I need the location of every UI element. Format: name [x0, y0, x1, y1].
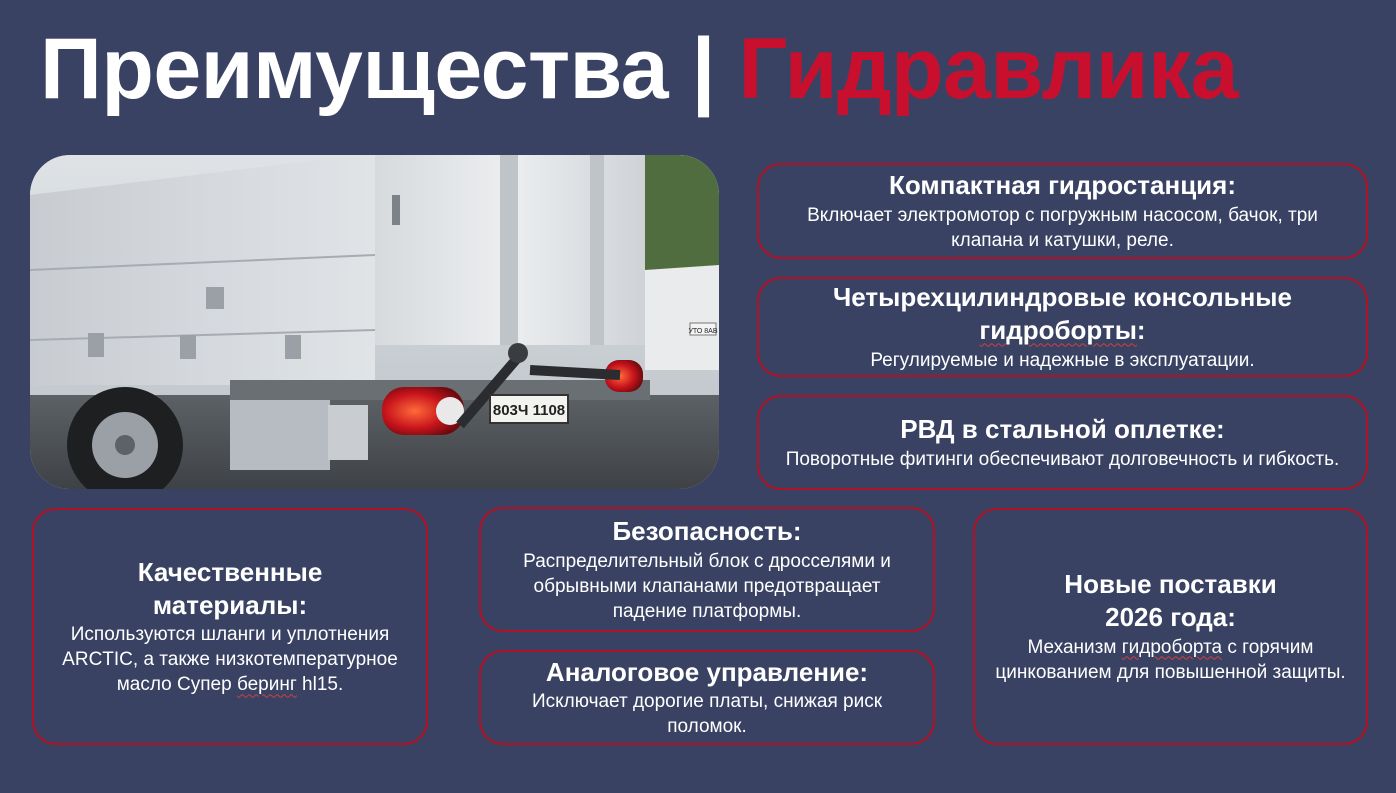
text-part-underlined: беринг: [236, 674, 297, 696]
text-part: с горячим цинкованием для повышенной защиты.: [995, 636, 1346, 683]
card-safety: [479, 507, 935, 632]
truck-tail-lift-photo: [30, 155, 719, 489]
card-new-text: [993, 635, 1348, 685]
card-rvd: [757, 395, 1368, 490]
car-plate: УТО 8АВ: [688, 328, 718, 335]
card-compact-heading: Компактная гидростанция:: [888, 170, 1236, 201]
card-new-heading: Новые поставки 2026 года:: [1064, 569, 1277, 633]
card-analog-text: Исключает дорогие платы, снижая риск поломок.: [531, 691, 883, 738]
title-main: Преимущества: [40, 21, 669, 117]
card-analog-heading: Аналоговое управление:: [545, 656, 869, 687]
card-compact-power-unit: [757, 163, 1368, 259]
card-rvd-heading: РВД в стальной оплетке:: [900, 414, 1225, 445]
text-part: hl15.: [296, 674, 344, 696]
truck-illustration: [30, 155, 719, 489]
card-quality-materials: [32, 508, 428, 745]
heading-part: Четырехцилиндровые консольные: [833, 282, 1292, 313]
card-safety-heading: Безопасность:: [612, 516, 802, 547]
heading-part-underlined: гидроборты: [979, 315, 1137, 346]
card-new-deliveries: [973, 508, 1368, 745]
card-four-cyl-heading: [833, 281, 1292, 348]
card-rvd-text: Поворотные фитинги обеспечивают долговечность и гибкость.: [785, 448, 1340, 470]
card-four-cyl-text: Регулируемые и надежные в эксплуатации.: [870, 349, 1255, 371]
title-separator: |: [668, 21, 739, 117]
card-compact-text: Включает электромотор с погружным насосом, бачок, три клапана и катушки, реле.: [807, 204, 1318, 251]
title-accent: Гидравлика: [738, 21, 1239, 117]
card-safety-text: Распределительный блок с дросселями и обрывными клапанами предотвращает падение платформы.: [523, 550, 891, 622]
page-title: [40, 22, 1238, 117]
card-four-cylinder: [757, 277, 1368, 377]
text-part: Используются шланги и уплотнения ARCTIC, а также низкотемпературное масло Супер: [62, 624, 398, 696]
card-quality-heading: Качественные материалы:: [137, 556, 323, 620]
text-part-underlined: гидроборта: [1121, 636, 1223, 658]
card-quality-text: [52, 622, 408, 697]
text-part: Механизм: [1027, 636, 1122, 658]
license-plate: 803Ч 1108: [492, 402, 566, 419]
heading-colon: :: [1136, 315, 1146, 346]
card-analog-control: [479, 650, 935, 745]
